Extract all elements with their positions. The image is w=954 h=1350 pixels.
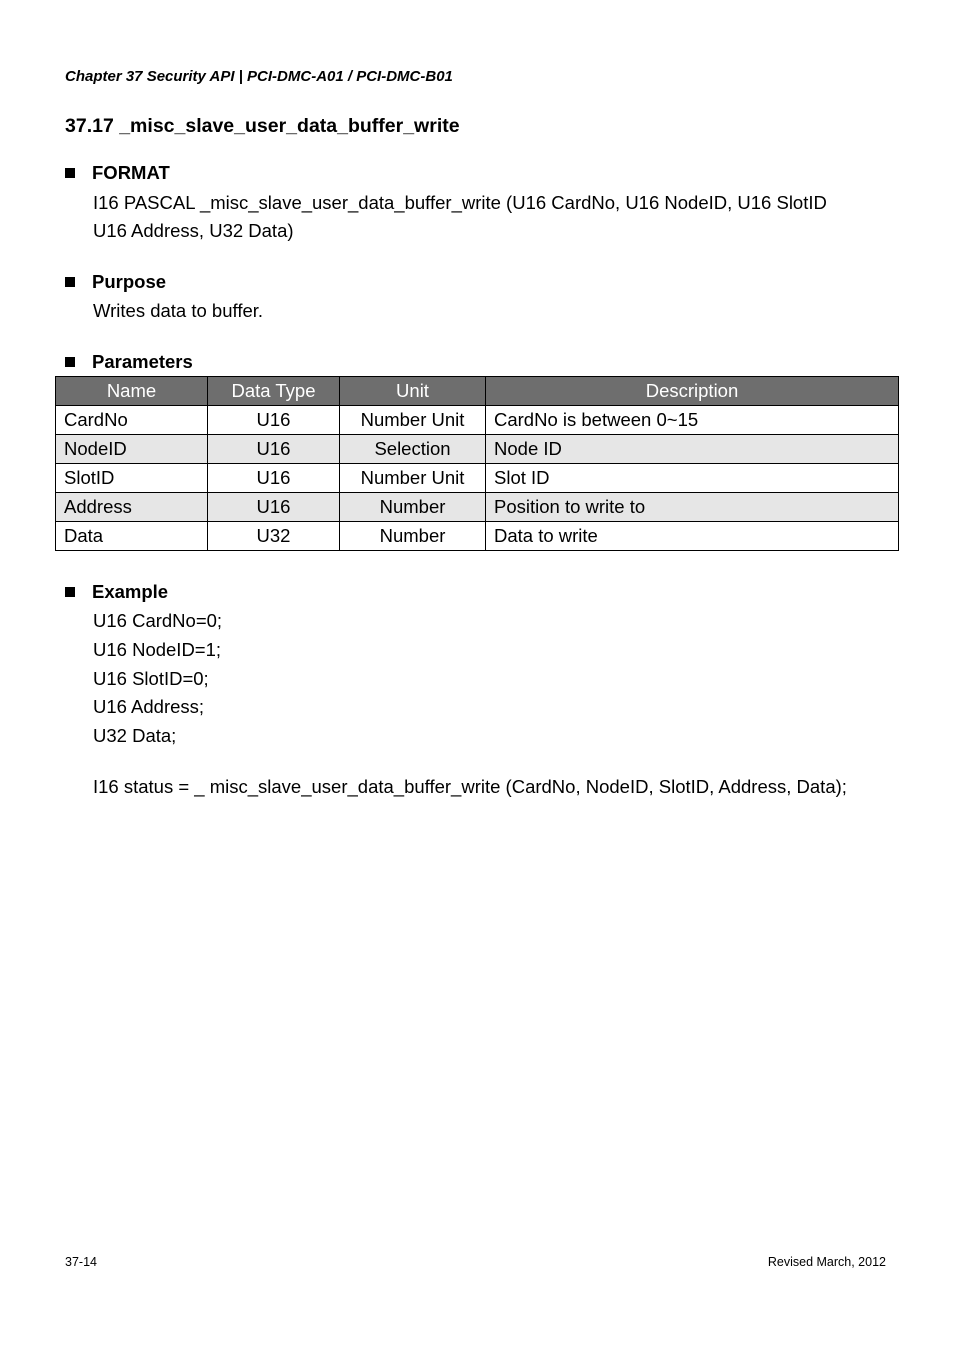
table-row <box>56 464 899 493</box>
cell-data-type: U16 <box>208 435 340 464</box>
table-row <box>56 522 899 551</box>
cell-description: CardNo is between 0~15 <box>486 406 899 435</box>
cell-data-type: U32 <box>208 522 340 551</box>
purpose-text: Writes data to buffer. <box>93 300 264 321</box>
example-line: U32 Data; <box>93 725 177 746</box>
square-bullet-icon <box>65 168 75 178</box>
example-call: I16 status = _ misc_slave_user_data_buffer_write (CardNo, NodeID, SlotID, Address, Data); <box>93 776 847 797</box>
cell-unit: Selection <box>340 435 486 464</box>
column-header-name: Name <box>56 377 208 406</box>
parameters-table <box>55 376 899 551</box>
cell-name: NodeID <box>56 435 208 464</box>
example-line: U16 NodeID=1; <box>93 639 222 660</box>
format-line-2: U16 Address, U32 Data) <box>93 220 294 241</box>
cell-unit: Number <box>340 522 486 551</box>
example-line: U16 Address; <box>93 696 205 717</box>
example-heading-label: Example <box>92 581 169 602</box>
table-header-row <box>56 377 899 406</box>
column-header-data-type: Data Type <box>208 377 340 406</box>
square-bullet-icon <box>65 357 75 367</box>
cell-name: Address <box>56 493 208 522</box>
example-line: U16 SlotID=0; <box>93 668 209 689</box>
page-header: Chapter 37 Security API | PCI-DMC-A01 / PCI-DMC-B01 <box>65 68 453 85</box>
column-header-unit: Unit <box>340 377 486 406</box>
table-row <box>56 493 899 522</box>
square-bullet-icon <box>65 587 75 597</box>
cell-description: Data to write <box>486 522 899 551</box>
page-number: 37-14 <box>65 1255 97 1269</box>
column-header-description: Description <box>486 377 899 406</box>
cell-unit: Number Unit <box>340 464 486 493</box>
cell-name: CardNo <box>56 406 208 435</box>
format-line-1: I16 PASCAL _misc_slave_user_data_buffer_write (U16 CardNo, U16 NodeID, U16 SlotID <box>93 192 827 213</box>
cell-data-type: U16 <box>208 406 340 435</box>
cell-data-type: U16 <box>208 464 340 493</box>
parameters-heading <box>65 351 193 373</box>
cell-description: Slot ID <box>486 464 899 493</box>
example-heading <box>65 581 168 603</box>
table-row <box>56 435 899 464</box>
revision-date: Revised March, 2012 <box>767 1255 886 1269</box>
square-bullet-icon <box>65 277 75 287</box>
cell-description: Position to write to <box>486 493 899 522</box>
cell-unit: Number Unit <box>340 406 486 435</box>
section-title: 37.17 _misc_slave_user_data_buffer_write <box>65 115 460 137</box>
parameters-heading-label: Parameters <box>92 351 193 372</box>
format-heading-label: FORMAT <box>92 162 170 183</box>
purpose-heading-label: Purpose <box>92 271 167 292</box>
example-line: U16 CardNo=0; <box>93 610 223 631</box>
cell-name: Data <box>56 522 208 551</box>
cell-name: SlotID <box>56 464 208 493</box>
cell-unit: Number <box>340 493 486 522</box>
cell-data-type: U16 <box>208 493 340 522</box>
table-row <box>56 406 899 435</box>
format-heading <box>65 162 170 184</box>
purpose-heading <box>65 271 166 293</box>
cell-description: Node ID <box>486 435 899 464</box>
